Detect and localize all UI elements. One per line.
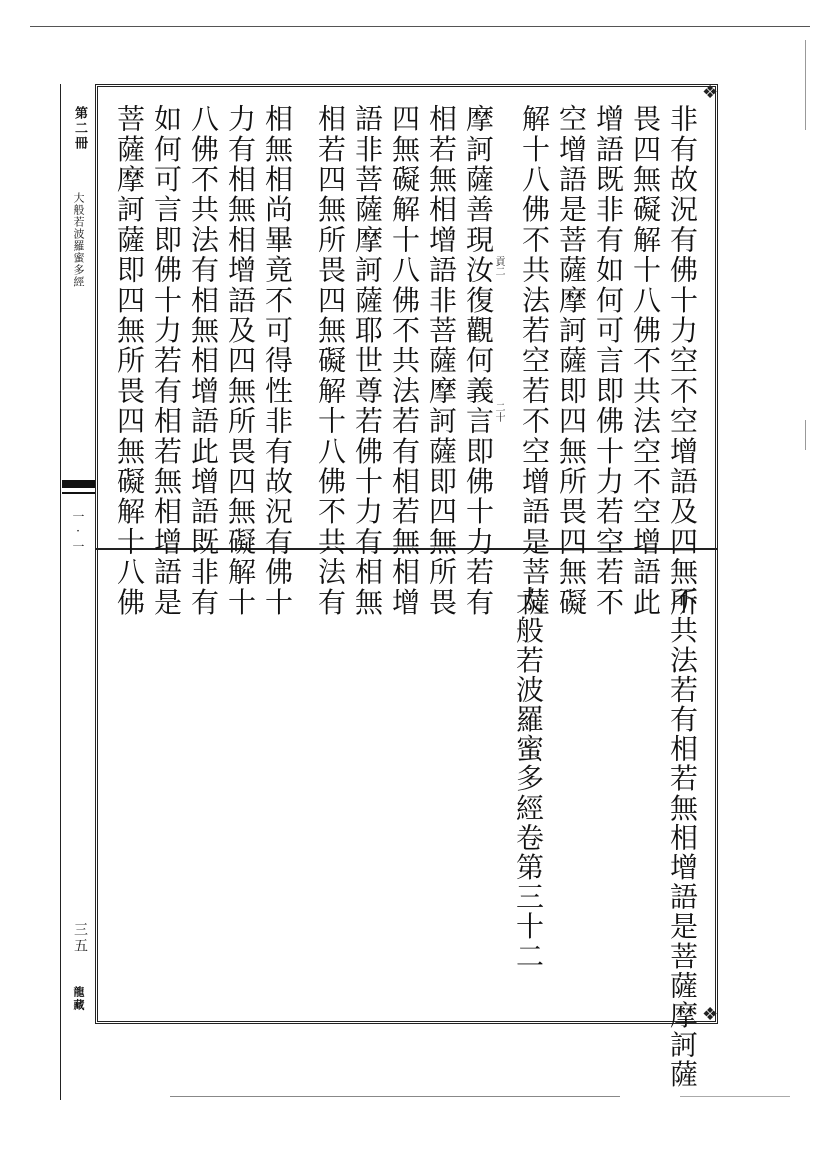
volume-label: 第二冊 xyxy=(72,106,87,151)
text-column: 非有故況有佛十力空不空增語及四無所 xyxy=(666,104,699,618)
text-column: 相若無相增語非菩薩摩訶薩即四無所畏 xyxy=(425,104,458,618)
corner-ornament-icon: ❖ xyxy=(702,82,719,103)
scan-mark xyxy=(805,40,806,130)
margin-line xyxy=(60,84,61,1024)
interlinear-note: 二十 xyxy=(493,402,504,422)
leaf-number: 一·一 xyxy=(71,510,85,554)
scroll-end-title: 大般若波羅蜜多經卷第三十二 xyxy=(512,586,545,971)
text-column: 解十八佛不共法若空若不空增語是菩薩 xyxy=(518,104,551,618)
bottom-rule xyxy=(680,1096,790,1097)
fish-tail-mark xyxy=(62,480,96,488)
text-column: 畏四無礙解十八佛不共法空不空增語此 xyxy=(629,104,662,618)
fish-tail-mark xyxy=(62,492,96,494)
text-column: 四無礙解十八佛不共法若有相若無相增 xyxy=(388,104,421,618)
text-column: 空增語是菩薩摩訶薩即四無所畏四無礙 xyxy=(555,104,588,618)
bottom-rule xyxy=(170,1096,620,1097)
text-column: 語非菩薩摩訶薩耶世尊若佛十力有相無 xyxy=(351,104,384,618)
text-column: 力有相無相增語及四無所畏四無礙解十 xyxy=(224,104,257,618)
interlinear-note: 貢二 xyxy=(493,256,504,276)
page-number: 三五 xyxy=(72,922,88,954)
corner-ornament-icon: ❖ xyxy=(702,1004,719,1025)
page-margin xyxy=(60,84,96,1024)
text-column: 菩薩摩訶薩即四無所畏四無礙解十八佛 xyxy=(113,104,146,618)
text-column: 摩訶薩善現汝復觀何義言即佛十力若有 xyxy=(462,104,495,618)
text-column: 八佛不共法有相無相增語此增語既非有 xyxy=(187,104,220,618)
top-rule xyxy=(30,26,810,27)
text-column: 相若四無所畏四無礙解十八佛不共法有 xyxy=(314,104,347,618)
text-column: 相無相尚畢竟不可得性非有故況有佛十 xyxy=(261,104,294,618)
text-column: 不共法若有相若無相增語是菩薩摩訶薩 xyxy=(666,586,699,1090)
collection-label: 龍藏 xyxy=(72,986,85,1012)
text-column: 如何可言即佛十力若有相若無相增語是 xyxy=(150,104,183,618)
text-column: 增語既非有如何可言即佛十力若空若不 xyxy=(592,104,625,618)
sutra-title-margin: 大般若波羅蜜多經 xyxy=(72,192,85,288)
scan-mark xyxy=(805,420,806,450)
